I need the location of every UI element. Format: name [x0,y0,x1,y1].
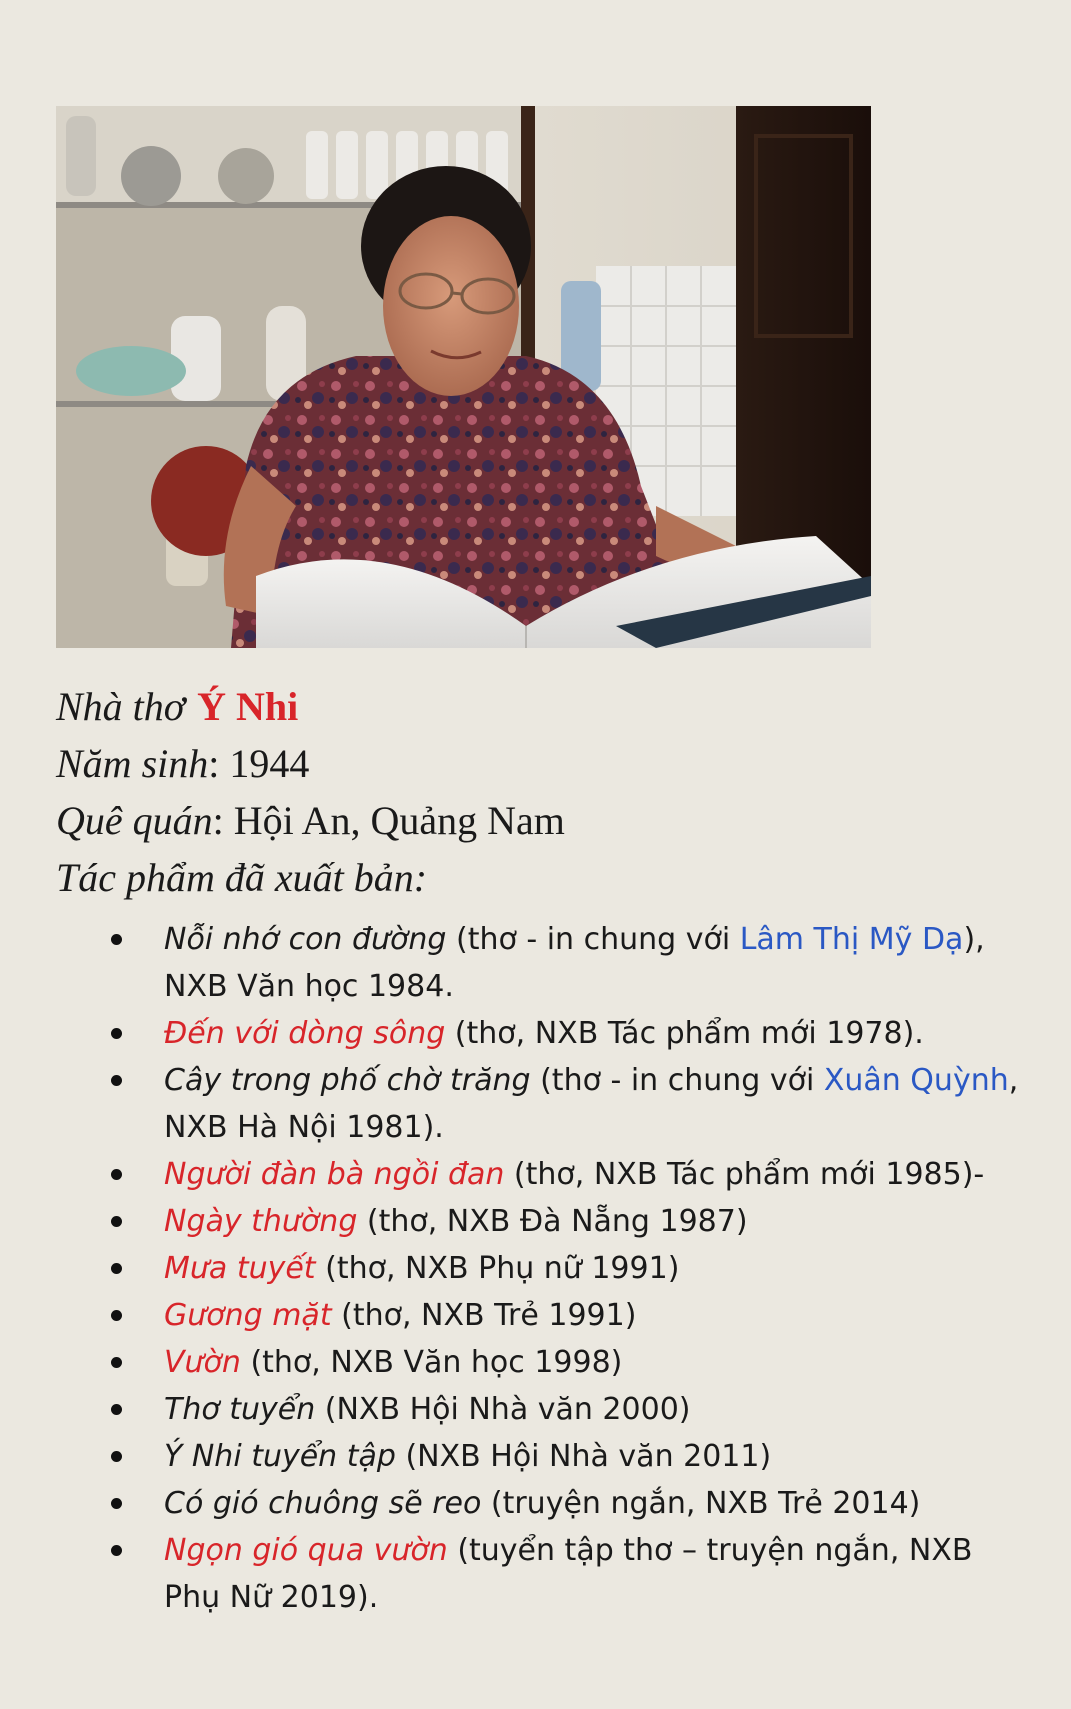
poet-name: Ý Nhi [197,684,299,729]
bullet-icon [111,1404,122,1415]
co-author-link[interactable]: Xuân Quỳnh [823,1063,1009,1098]
work-title: Ý Nhi tuyển tập [164,1439,396,1474]
list-item [0,1057,1071,1151]
bullet-icon [111,1028,122,1039]
work-detail: ), NXB Văn học 1984. [164,922,985,1004]
bullet-icon [111,934,122,945]
work-detail: (tuyển tập thơ – truyện ngắn, NXB Phụ Nữ 2019). [164,1533,973,1615]
work-detail: (thơ, NXB Văn học 1998) [240,1345,623,1380]
list-item [0,1480,1071,1527]
work-detail: (thơ, NXB Tác phẩm mới 1978). [445,1016,924,1051]
work-detail: (thơ, NXB Trẻ 1991) [331,1298,637,1333]
list-item [0,1433,1071,1480]
bullet-icon [111,1357,122,1368]
work-title-link[interactable]: Ngày thường [164,1204,358,1239]
list-item [0,1292,1071,1339]
published-works-list [0,916,1071,1621]
bullet-icon [111,1545,122,1556]
work-detail: (thơ, NXB Tác phẩm mới 1985)- [504,1157,985,1192]
bullet-icon [111,1075,122,1086]
list-item [0,1198,1071,1245]
work-detail: (truyện ngắn, NXB Trẻ 2014) [481,1486,921,1521]
work-detail: (thơ, NXB Đà Nẵng 1987) [357,1204,748,1239]
work-detail: (thơ - in chung với [530,1063,824,1098]
birth-colon: : [208,741,230,786]
co-author-link[interactable]: Lâm Thị Mỹ Dạ [739,922,964,957]
work-title-link[interactable]: Gương mặt [164,1298,332,1333]
list-item [0,1151,1071,1198]
poet-portrait-photo [56,106,871,648]
work-title: Thơ tuyển [164,1392,316,1427]
list-item [0,1527,1071,1621]
birth-year: 1944 [229,741,310,786]
hometown-line [56,792,1036,849]
work-title-link[interactable]: Người đàn bà ngồi đan [164,1157,505,1192]
work-title-link[interactable]: Đến với dòng sông [164,1016,446,1051]
work-title-link[interactable]: Vườn [164,1345,241,1380]
poet-label: Nhà thơ [56,684,186,729]
poet-name-line [56,678,1036,735]
work-title: Cây trong phố chờ trăng [164,1063,531,1098]
list-item [0,1245,1071,1292]
work-title-link[interactable]: Ngọn gió qua vườn [164,1533,448,1568]
work-title: Nỗi nhớ con đường [164,922,447,957]
hometown-label: Quê quán [56,798,213,843]
bullet-icon [111,1310,122,1321]
poet-info [56,678,1036,906]
hometown-colon: : [212,798,234,843]
hometown-value: Hội An, Quảng Nam [233,798,565,843]
works-heading-line [56,849,1036,906]
bullet-icon [111,1216,122,1227]
birth-label: Năm sinh [56,741,209,786]
list-item [0,1386,1071,1433]
list-item [0,916,1071,1010]
work-title-link[interactable]: Mưa tuyết [164,1251,316,1286]
bullet-icon [111,1263,122,1274]
work-detail: , NXB Hà Nội 1981). [164,1063,1019,1145]
list-item [0,1010,1071,1057]
work-detail: (NXB Hội Nhà văn 2011) [395,1439,772,1474]
works-heading: Tác phẩm đã xuất bản: [56,855,428,900]
bullet-icon [111,1169,122,1180]
work-title: Có gió chuông sẽ reo [164,1486,482,1521]
birth-year-line [56,735,1036,792]
bullet-icon [111,1498,122,1509]
work-detail: (thơ - in chung với [446,922,740,957]
work-detail: (NXB Hội Nhà văn 2000) [315,1392,691,1427]
work-detail: (thơ, NXB Phụ nữ 1991) [315,1251,680,1286]
list-item [0,1339,1071,1386]
bullet-icon [111,1451,122,1462]
